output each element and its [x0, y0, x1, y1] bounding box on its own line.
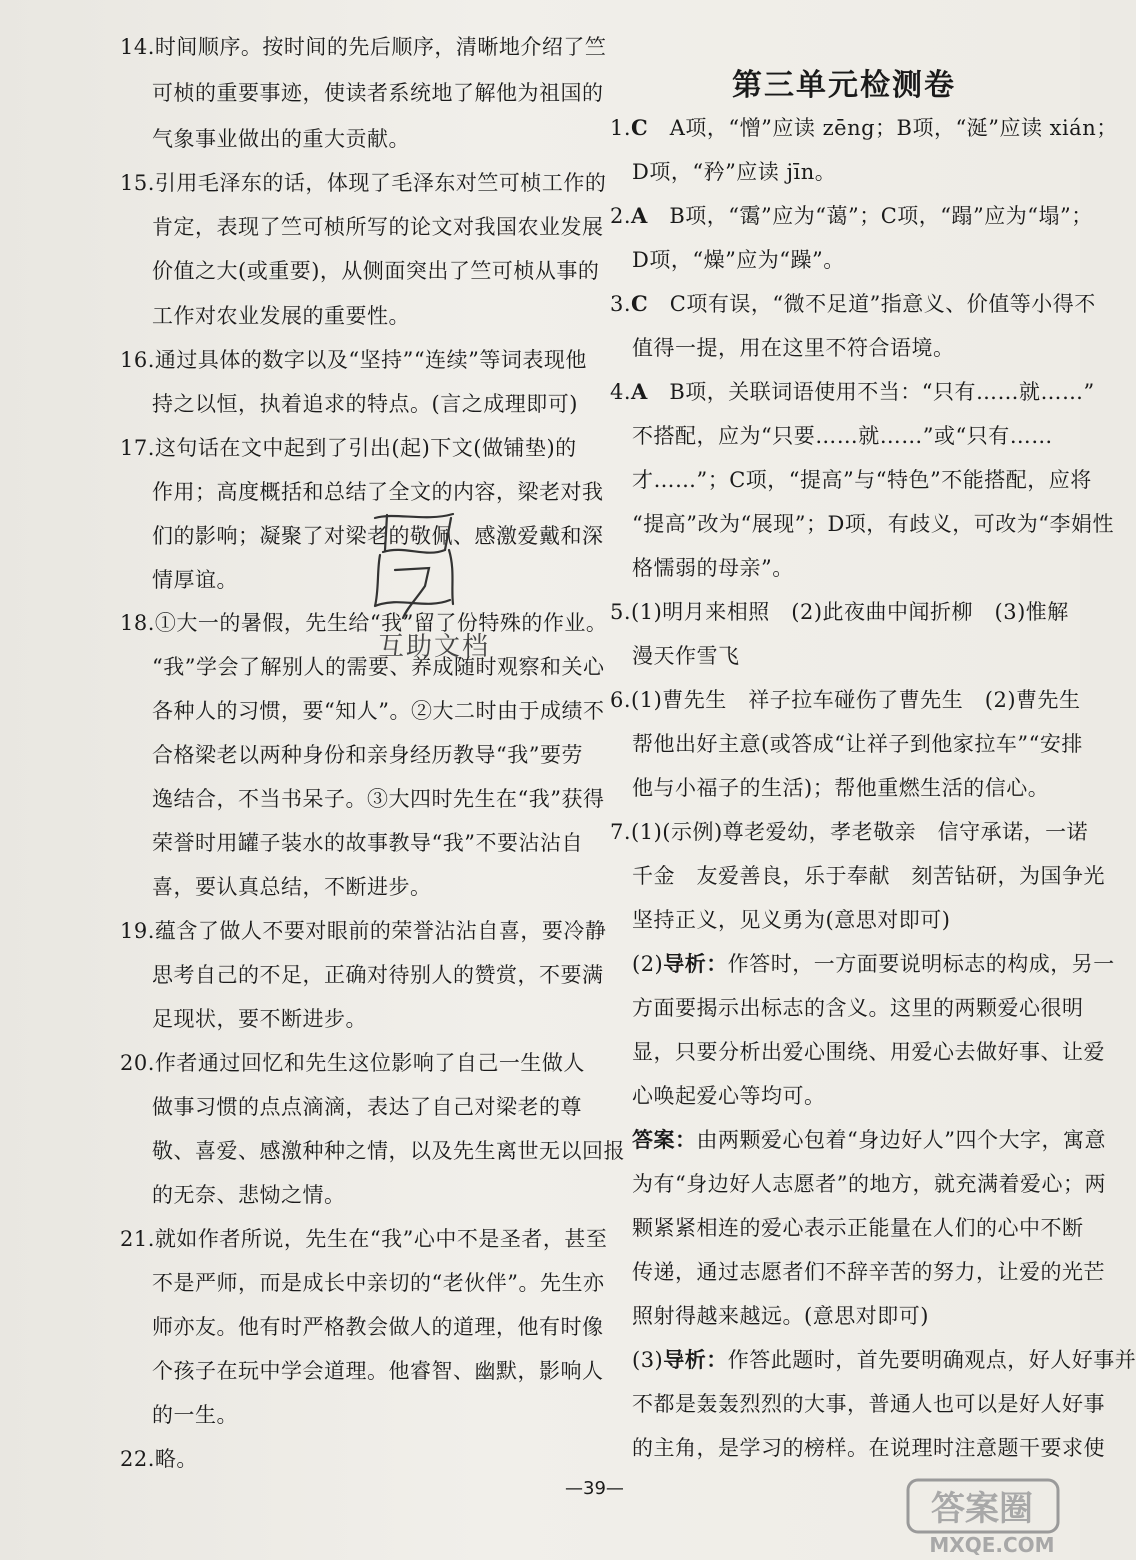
right-text-line: 不都是轰轰烈烈的大事，普通人也可以是好人好事 — [632, 1392, 1105, 1416]
right-text-line: (3)导析：作答此题时，首先要明确观点，好人好事并 — [632, 1347, 1136, 1372]
left-text-line: 各种人的习惯，要“知人”。②大二时由于成绩不 — [152, 699, 605, 723]
right-text-line: 3.C C项有误，“微不足道”指意义、价值等小得不 — [610, 291, 1096, 316]
right-text-line: 千金 友爱善良，乐于奉献 刻苦钻研，为国争光 — [632, 864, 1105, 888]
left-text-line: 作用；高度概括和总结了全文的内容，梁老对我 — [152, 480, 604, 504]
left-text-line: 逸结合，不当书呆子。③大四时先生在“我”获得 — [152, 787, 605, 811]
right-text-line: 心唤起爱心等均可。 — [632, 1084, 826, 1108]
right-text-line: 他与小福子的生活)；帮他重燃生活的信心。 — [632, 776, 1050, 800]
left-text-line: 肯定，表现了竺可桢所写的论文对我国农业发展 — [152, 215, 604, 239]
left-text-line: 个孩子在玩中学会道理。他睿智、幽默，影响人 — [152, 1359, 604, 1383]
corner-logo-text: 答案圈 — [931, 1489, 1033, 1529]
left-text-line: 们的影响；凝聚了对梁老的敬佩、感激爱戴和深 — [152, 524, 604, 548]
right-text-line: 传递，通过志愿者们不辞辛苦的努力，让爱的光芒 — [632, 1260, 1105, 1284]
right-text-line: 才……”；C项，“提高”与“特色”不能搭配，应将 — [632, 468, 1092, 492]
page-number: —39— — [565, 1478, 624, 1499]
left-text-line: 22.略。 — [120, 1447, 198, 1471]
left-text-line: 敬、喜爱、感激种种之情，以及先生离世无以回报 — [152, 1139, 625, 1163]
right-text-line: 方面要揭示出标志的含义。这里的两颗爱心很明 — [632, 996, 1084, 1020]
right-text-line: 1.C A项，“憎”应读 zēng；B项，“涎”应读 xián； — [610, 115, 1118, 140]
left-text-line: 师亦友。他有时严格教会做人的道理，他有时像 — [152, 1315, 604, 1339]
left-text-line: 做事习惯的点点滴滴，表达了自己对梁老的尊 — [152, 1095, 582, 1119]
right-text-line: “提高”改为“展现”；D项，有歧义，可改为“李娟性 — [632, 512, 1115, 536]
left-text-line: 19.蕴含了做人不要对眼前的荣誉沾沾自喜，要冷静 — [120, 919, 607, 943]
right-text-line: 颗紧紧相连的爱心表示正能量在人们的心中不断 — [632, 1216, 1084, 1240]
right-text-line: 格懦弱的母亲”。 — [632, 556, 794, 580]
right-text-line: 答案：由两颗爱心包着“身边好人”四个大字，寓意 — [632, 1127, 1106, 1152]
left-text-line: 不是严师，而是成长中亲切的“老伙伴”。先生亦 — [152, 1271, 605, 1295]
left-text-line: 气象事业做出的重大贡献。 — [152, 127, 410, 151]
right-text-line: 值得一提，用在这里不符合语境。 — [632, 336, 955, 360]
left-text-line: 工作对农业发展的重要性。 — [152, 304, 410, 328]
right-text-line: D项，“矜”应读 jīn。 — [632, 160, 837, 184]
left-text-line: 14.时间顺序。按时间的先后顺序，清晰地介绍了竺 — [120, 35, 607, 59]
right-text-line: 显，只要分析出爱心围绕、用爱心去做好事、让爱 — [632, 1040, 1105, 1064]
right-text-line: 漫天作雪飞 — [632, 644, 740, 668]
left-text-line: 15.引用毛泽东的话，体现了毛泽东对竺可桢工作的 — [120, 171, 607, 195]
right-text-line: 6.(1)曹先生 祥子拉车碰伤了曹先生 (2)曹先生 — [610, 688, 1081, 712]
right-text-line: 帮他出好主意(或答成“让祥子到他家拉车”“安排 — [632, 732, 1083, 756]
right-text-line: 坚持正义，见义勇为(意思对即可) — [632, 908, 951, 932]
left-text-line: 喜，要认真总结，不断进步。 — [152, 875, 432, 899]
left-text-line: 21.就如作者所说，先生在“我”心中不是圣者，甚至 — [120, 1227, 608, 1251]
corner-logo — [900, 1478, 1078, 1558]
left-text-line: 17.这句话在文中起到了引出(起)下文(做铺垫)的 — [120, 436, 577, 460]
left-text-line: 的一生。 — [152, 1403, 238, 1427]
right-text-line: (2)导析：作答时，一方面要说明标志的构成，另一 — [632, 951, 1115, 976]
left-text-line: 足现状，要不断进步。 — [152, 1007, 367, 1031]
section-title: 第三单元检测卷 — [732, 68, 956, 103]
left-text-line: 20.作者通过回忆和先生这位影响了自己一生做人 — [120, 1051, 585, 1075]
left-text-line: 合格梁老以两种身份和亲身经历教导“我”要劳 — [152, 743, 583, 767]
left-text-line: 持之以恒，执着追求的特点。(言之成理即可) — [152, 392, 578, 416]
left-text-line: 思考自己的不足，正确对待别人的赞赏，不要满 — [152, 963, 604, 987]
left-text-line: “我”学会了解别人的需要、养成随时观察和关心 — [152, 655, 605, 679]
left-text-line: 18.①大一的暑假，先生给“我”留了份特殊的作业。 — [120, 611, 608, 635]
left-text-line: 16.通过具体的数字以及“坚持”“连续”等词表现他 — [120, 348, 587, 372]
right-text-line: 2.A B项，“霭”应为“蔼”；C项，“蹋”应为“塌”； — [610, 203, 1093, 228]
right-text-line: 为有“身边好人志愿者”的地方，就充满着爱心；两 — [632, 1172, 1106, 1196]
left-text-line: 情厚谊。 — [152, 568, 238, 592]
right-text-line: D项，“燥”应为“躁”。 — [632, 248, 845, 272]
left-text-line: 价值之大(或重要)，从侧面突出了竺可桢从事的 — [152, 259, 600, 283]
left-text-line: 可桢的重要事迹，使读者系统地了解他为祖国的 — [152, 81, 604, 105]
corner-logo-url: MXQE.COM — [929, 1533, 1055, 1557]
right-text-line: 5.(1)明月来相照 (2)此夜曲中闻折柳 (3)惟解 — [610, 600, 1069, 624]
left-text-line: 的无奈、悲恸之情。 — [152, 1183, 346, 1207]
right-text-line: 4.A B项，关联词语使用不当：“只有……就……” — [610, 379, 1095, 404]
right-text-line: 不搭配，应为“只要……就……”或“只有…… — [632, 424, 1053, 448]
right-text-line: 7.(1)(示例)尊老爱幼，孝老敬亲 信守承诺，一诺 — [610, 820, 1089, 844]
right-text-line: 的主角，是学习的榜样。在说理时注意题干要求使 — [632, 1436, 1105, 1460]
watermark-scribble-icon — [365, 510, 465, 620]
watermark-text: 互助文档 — [378, 632, 491, 662]
right-text-line: 照射得越来越远。(意思对即可) — [632, 1304, 929, 1328]
left-text-line: 荣誉时用罐子装水的故事教导“我”不要沾沾自 — [152, 831, 583, 855]
